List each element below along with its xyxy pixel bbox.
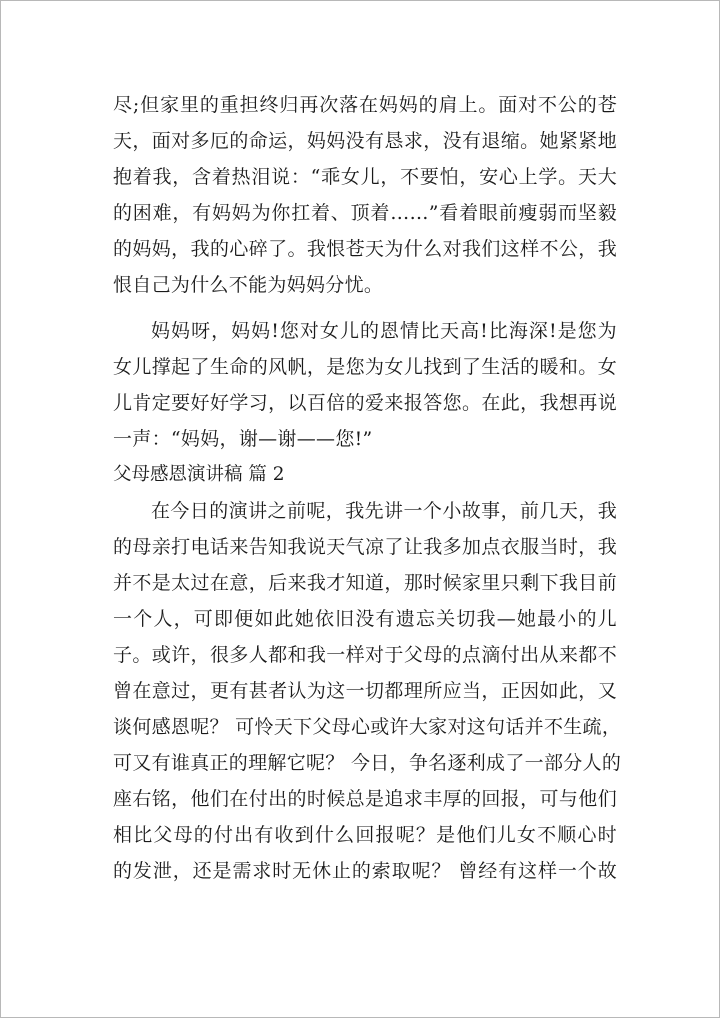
paragraph-1 xyxy=(113,87,617,303)
text-line: 女儿撑起了生命的风帆，是您为女儿找到了生活的暖和。女 xyxy=(113,356,617,378)
text-line: 尽;但家里的重担终归再次落在妈妈的肩上。面对不公的苍 xyxy=(113,94,617,116)
text-line: 并不是太过在意，后来我才知道，那时候家里只剩下我目前 xyxy=(113,572,617,594)
text-line: 的发泄，还是需求时无休止的索取呢？ 曾经有这样一个故 xyxy=(113,860,617,882)
text-line: 妈妈呀，妈妈!您对女儿的恩情比天高!比海深!是您为 xyxy=(151,320,617,342)
text-line: 曾在意过，更有甚者认为这一切都理所应当，正因如此，又 xyxy=(113,680,617,702)
text-line: 的困难，有妈妈为你扛着、顶着……”看着眼前瘦弱而坚毅 xyxy=(113,202,617,224)
text-line: 的妈妈，我的心碎了。我恨苍天为什么对我们这样不公，我 xyxy=(113,238,617,260)
document-body xyxy=(113,87,622,889)
text-line: 抱着我，含着热泪说：“乖女儿，不要怕，安心上学。天大 xyxy=(113,166,617,188)
text-line: 相比父母的付出有收到什么回报呢？是他们儿女不顺心时 xyxy=(113,824,617,846)
paragraph-2 xyxy=(113,313,617,457)
text-line: 在今日的演讲之前呢，我先讲一个小故事，前几天，我 xyxy=(151,500,617,522)
text-line: 天，面对多厄的命运，妈妈没有恳求，没有退缩。她紧紧地 xyxy=(113,130,617,152)
text-line: 座右铭，他们在付出的时候总是追求丰厚的回报，可与他们 xyxy=(113,788,617,810)
text-line: 的母亲打电话来告知我说天气凉了让我多加点衣服当时，我 xyxy=(113,536,617,558)
section-heading: 父母感恩演讲稿 篇 2 xyxy=(113,464,285,485)
paragraph-3 xyxy=(113,493,622,889)
text-line: 可又有谁真正的理解它呢？ 今日，争名逐利成了一部分人的 xyxy=(113,752,622,774)
text-line: 谈何感恩呢？ 可怜天下父母心或许大家对这句话并不生疏， xyxy=(113,716,622,738)
text-line: 恨自己为什么不能为妈妈分忧。 xyxy=(113,274,384,296)
text-line: 一声：“妈妈，谢—谢——您!” xyxy=(113,428,373,450)
text-line: 子。或许，很多人都和我一样对于父母的点滴付出从来都不 xyxy=(113,644,617,666)
text-line: 儿肯定要好好学习，以百倍的爱来报答您。在此，我想再说 xyxy=(113,392,617,414)
text-line: 一个人，可即便如此她依旧没有遗忘关切我—她最小的儿 xyxy=(113,608,617,630)
paragraph-spacer xyxy=(113,303,617,313)
